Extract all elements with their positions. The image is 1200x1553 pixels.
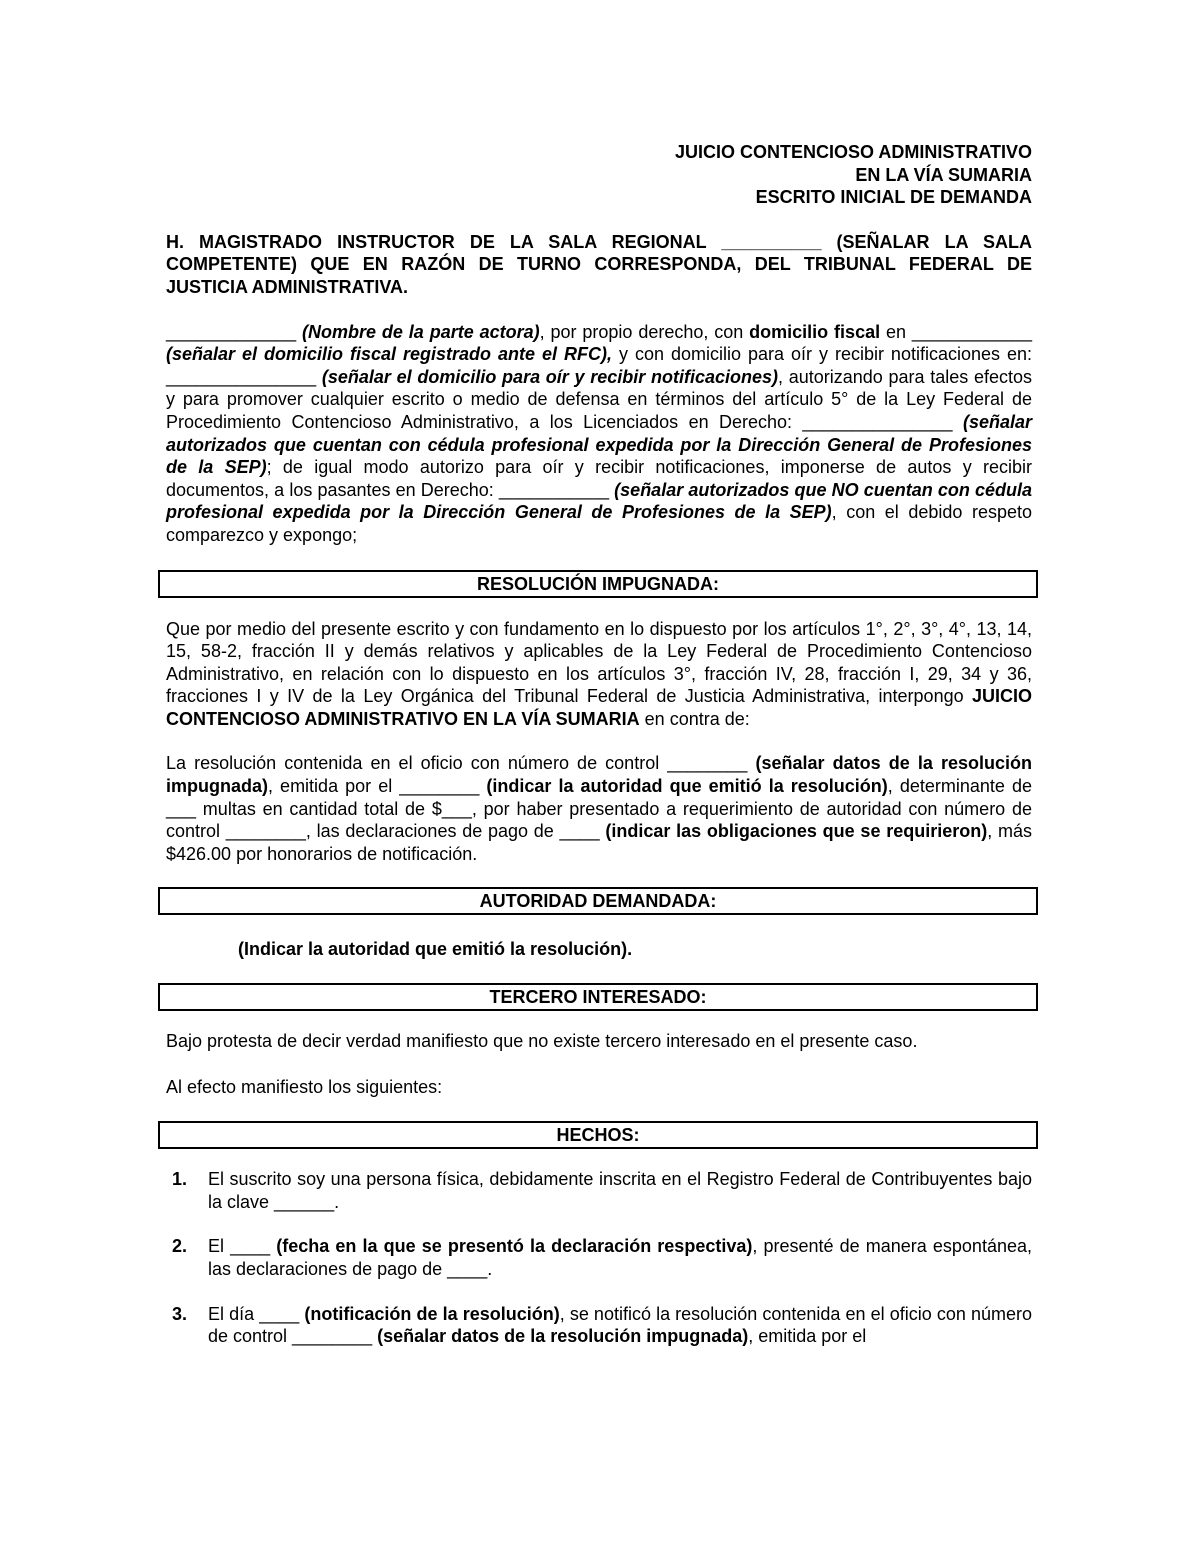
text: en contra de: bbox=[639, 708, 750, 729]
text: , emitida por el ________ bbox=[268, 776, 487, 797]
autorizados-placeholder: (señalar autorizados que cuentan con cédula profesional expedida por la Dirección General de Profesiones de la SEP) bbox=[166, 411, 1032, 478]
domicilio-label: domicilio fiscal bbox=[749, 321, 881, 342]
blank: _____________ bbox=[166, 321, 303, 342]
text: El suscrito soy una persona física, debidamente inscrita en el Registro Federal de Contribuyentes bajo la clave ______. bbox=[208, 1169, 1032, 1212]
text: , por propio derecho, con bbox=[539, 321, 750, 342]
text: , se notificó la resolución contenida en el oficio con número de control ________ bbox=[208, 1303, 1032, 1347]
hechos-list bbox=[166, 1168, 1032, 1348]
section-hechos: HECHOS: bbox=[158, 1121, 1038, 1149]
text: , determinante de ___ multas en cantidad total de $___, por haber presentado a requerimiento de autoridad con número de control ________, las declaraciones de pago de ____ bbox=[166, 776, 1032, 842]
text: en ____________ bbox=[880, 321, 1033, 342]
fecha-placeholder: (fecha en la que se presentó la declaración respectiva) bbox=[276, 1236, 753, 1257]
text: , presenté de manera espontánea, las declaraciones de pago de ____. bbox=[208, 1236, 1032, 1279]
notif-placeholder: (señalar el domicilio para oír y recibir notificaciones) bbox=[321, 366, 778, 387]
tercero-text: Bajo protesta de decir verdad manifiesto que no existe tercero interesado en el presente caso. bbox=[166, 1031, 918, 1052]
document-page bbox=[166, 141, 1032, 1348]
notificacion-placeholder: (notificación de la resolución) bbox=[304, 1303, 560, 1324]
rfc-placeholder: (señalar el domicilio fiscal registrado ante el RFC), bbox=[166, 344, 612, 365]
datos-placeholder: (señalar datos de la resolución impugnada) bbox=[166, 753, 1032, 797]
header-line-2: EN LA VÍA SUMARIA bbox=[855, 164, 1032, 185]
resolucion-paragraph-2 bbox=[166, 752, 1032, 865]
section-autoridad-demandada: AUTORIDAD DEMANDADA: bbox=[158, 887, 1038, 915]
text: , autorizando para tales efectos y para promover cualquier escrito o medio de defensa en términos del artículo 5° de la Ley Federal de Procedimiento Contencioso Administrativo, a los Licenciados en Derecho: _______________ bbox=[166, 366, 1032, 432]
text: Que por medio del presente escrito y con fundamento en lo dispuesto por los artículos 1°, 2°, 3°, 4°, 13, 14, 15, 58-2, fracción II y demás relativos y aplicables de la Ley Federal de Procedimiento Contencioso Administrativo, en relación con lo dispuesto en los artículos 3°, fracción IV, 28, fracción I, 29, 34 y 36, fracciones I y IV de la Ley Orgánica del Tribunal Federal de Justicia Administrativa, interpongo bbox=[166, 618, 1032, 707]
text: y con domicilio para oír y recibir notificaciones en: _______________ bbox=[166, 344, 1033, 387]
list-item bbox=[166, 1168, 1032, 1213]
header-line-1: JUICIO CONTENCIOSO ADMINISTRATIVO bbox=[674, 142, 1032, 162]
resolucion-paragraph-1 bbox=[166, 618, 1032, 731]
document-header bbox=[166, 141, 1032, 209]
list-number: 2. bbox=[172, 1236, 188, 1257]
list-number: 1. bbox=[172, 1169, 188, 1190]
list-number: 3. bbox=[172, 1303, 188, 1324]
list-item bbox=[166, 1303, 1032, 1348]
header-line-3: ESCRITO INICIAL DE DEMANDA bbox=[755, 187, 1032, 208]
addressee: H. MAGISTRADO INSTRUCTOR DE LA SALA REGIONAL __________ (SEÑALAR LA SALA COMPETENTE) QUE EN RAZÓN DE TURNO CORRESPONDA, DEL TRIBUNAL FEDERAL DE JUSTICIA ADMINISTRATIVA. bbox=[166, 231, 1032, 297]
actor-placeholder: (Nombre de la parte actora) bbox=[302, 321, 540, 342]
text: ; de igual modo autorizo para oír y recibir notificaciones, imponerse de autos y recibir documentos, a los pasantes en Derecho: ___________ bbox=[166, 457, 1032, 500]
efecto-text: Al efecto manifiesto los siguientes: bbox=[166, 1076, 443, 1097]
text: La resolución contenida en el oficio con número de control ________ bbox=[166, 753, 756, 774]
autoridad-text: (Indicar la autoridad que emitió la resolución). bbox=[238, 939, 633, 960]
section-resolucion-impugnada: RESOLUCIÓN IMPUGNADA: bbox=[158, 570, 1038, 598]
juicio-label: JUICIO CONTENCIOSO ADMINISTRATIVO EN LA VÍA SUMARIA bbox=[166, 686, 1032, 729]
text: El día ____ bbox=[208, 1303, 305, 1324]
section-tercero-interesado: TERCERO INTERESADO: bbox=[158, 983, 1038, 1011]
datos-placeholder: (señalar datos de la resolución impugnada) bbox=[377, 1326, 749, 1347]
text: , más $426.00 por honorarios de notificación. bbox=[166, 821, 1032, 864]
text: El ____ bbox=[208, 1236, 277, 1257]
text: , emitida por el bbox=[748, 1326, 867, 1347]
intro-paragraph bbox=[166, 321, 1032, 547]
text: , con el debido respeto comparezco y expongo; bbox=[166, 502, 1032, 545]
no-autorizados-placeholder: (señalar autorizados que NO cuentan con cédula profesional expedida por la Dirección General de Profesiones de la SEP) bbox=[166, 479, 1032, 523]
list-item bbox=[166, 1235, 1032, 1280]
autoridad-placeholder: (indicar la autoridad que emitió la resolución) bbox=[486, 776, 888, 797]
obligaciones-placeholder: (indicar las obligaciones que se requirieron) bbox=[605, 821, 988, 842]
